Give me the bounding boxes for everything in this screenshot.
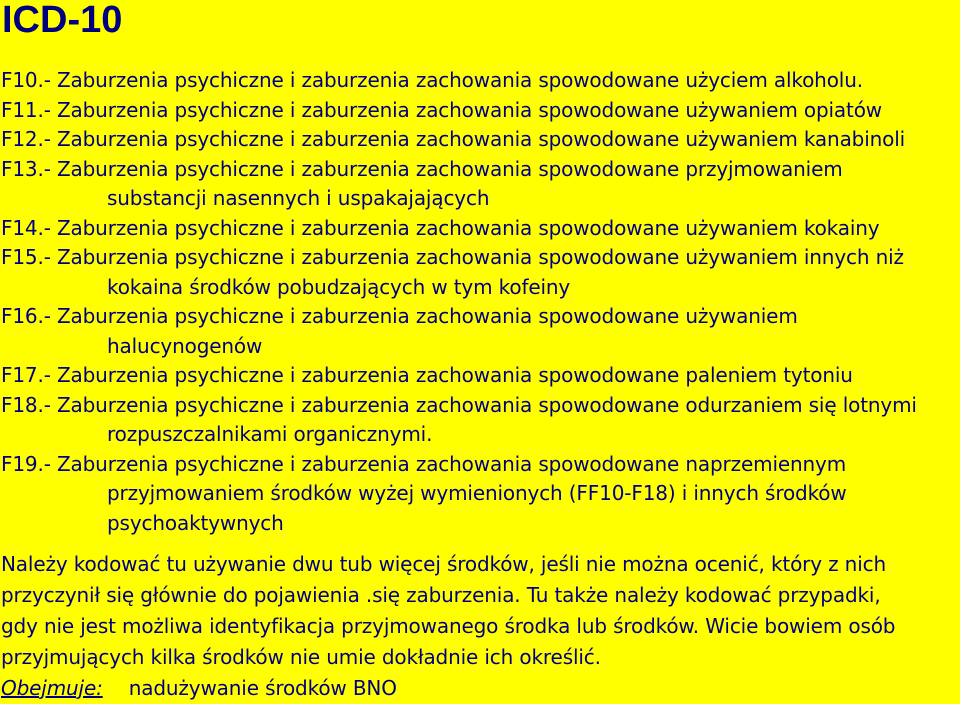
code-item-f14 <box>1 214 959 244</box>
code-item-f10 <box>1 66 959 96</box>
code-item-f11 <box>1 96 959 126</box>
code-item-f12 <box>1 125 959 155</box>
code-item-f18 <box>1 391 959 450</box>
code-item-line: F18.- Zaburzenia psychiczne i zaburzenia zachowania spowodowane odurzaniem się lotnymi <box>1 392 917 417</box>
code-item-continuation: substancji nasennych i uspakajających <box>107 186 490 210</box>
code-item-f15 <box>1 243 959 302</box>
code-item-line: F13.- Zaburzenia psychiczne i zaburzenia zachowania spowodowane przyjmowaniem <box>1 156 843 181</box>
code-item-line: F19.- Zaburzenia psychiczne i zaburzenia zachowania spowodowane naprzemiennym <box>1 451 847 476</box>
code-item-f13 <box>1 155 959 214</box>
code-item-f19 <box>1 450 959 539</box>
code-list <box>1 66 959 538</box>
code-item-line: F17.- Zaburzenia psychiczne i zaburzenia zachowania spowodowane paleniem tytoniu <box>1 363 853 387</box>
note-line: gdy nie jest możliwa identyfikacja przyjmowanego środka lub środków. Wicie bowiem osób <box>1 614 896 638</box>
code-item-line: F11.- Zaburzenia psychiczne i zaburzenia zachowania spowodowane używaniem opiatów <box>1 97 882 122</box>
code-item-line: F15.- Zaburzenia psychiczne i zaburzenia zachowania spowodowane używaniem innych niż <box>1 245 904 269</box>
note-line: przyczynił się głównie do pojawienia .się zaburzenia. Tu także należy kodować przypadki, <box>1 583 881 607</box>
code-item-continuation: psychoaktywnych <box>107 510 284 535</box>
code-item-continuation: przyjmowaniem środków wyżej wymienionych (FF10-F18) i innych środków <box>107 481 847 505</box>
code-item-f16 <box>1 302 959 361</box>
code-item-line: F14.- Zaburzenia psychiczne i zaburzenia zachowania spowodowane używaniem kokainy <box>1 215 880 240</box>
code-item-f17 <box>1 361 959 391</box>
code-item-line: F12.- Zaburzenia psychiczne i zaburzenia zachowania spowodowane używaniem kanabinoli <box>1 127 906 151</box>
code-item-line: F16.- Zaburzenia psychiczne i zaburzenia zachowania spowodowane używaniem <box>1 304 798 328</box>
note-paragraph <box>1 549 959 704</box>
note-line: przyjmujących kilka środków nie umie dokładnie ich określić. <box>1 645 601 669</box>
obejmuje-text: nadużywanie środków BNO <box>128 676 397 700</box>
code-item-continuation: rozpuszczalnikami organicznymi. <box>107 422 433 446</box>
code-item-continuation: kokaina środków pobudzających w tym kofeiny <box>107 274 571 299</box>
note-line: Należy kodować tu używanie dwu tub więcej środków, jeśli nie można ocenić, który z nich <box>1 552 886 576</box>
code-item-line: F10.- Zaburzenia psychiczne i zaburzenia zachowania spowodowane użyciem alkoholu. <box>1 68 863 92</box>
slide-title: ICD-10 <box>2 0 123 41</box>
code-item-continuation: halucynogenów <box>107 333 263 358</box>
obejmuje-label: Obejmuje: <box>1 676 103 700</box>
obejmuje-line <box>1 673 959 704</box>
